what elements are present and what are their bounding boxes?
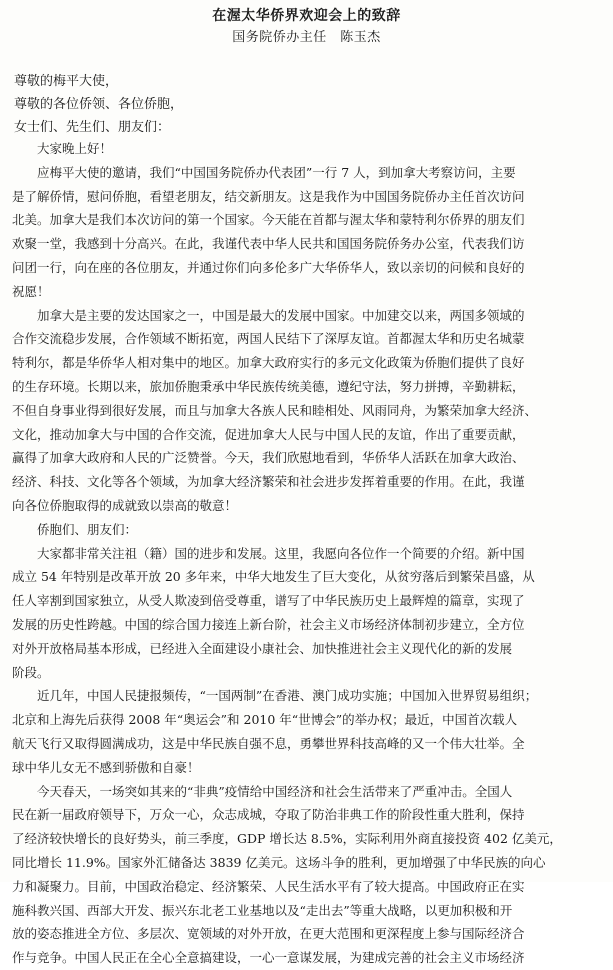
- paragraph-line: 文化，推动加拿大与中国的合作交流，促进加拿大人民与中国人民的友谊，作出了重要贡献，: [12, 426, 525, 442]
- paragraph-line: 近几年，中国人民捷报频传，“一国两制”在香港、澳门成功实施；中国加入世界贸易组织；: [37, 688, 538, 704]
- paragraph-line: 的生存环境。长期以来，旅加侨胞秉承中华民族传统美德，遵纪守法，努力拼搏，辛勤耕耘，: [12, 378, 525, 394]
- paragraph-line: 对外开放格局基本形成，已经进入全面建设小康社会、加快推进社会主义现代化的新的发展: [12, 640, 513, 656]
- paragraph: [12, 518, 602, 542]
- paragraph-line: 加拿大是主要的发达国家之一，中国是最大的发展中国家。中加建交以来，两国多领域的: [37, 307, 525, 323]
- paragraph-line: 了经济较快增长的良好势头，前三季度，GDP 增长达 8.5%，实际利用外商直接投资 402 亿美元，: [12, 831, 562, 847]
- salutation-line: 女士们、先生们、朋友们：: [14, 120, 171, 135]
- paragraph-line: 大家都非常关注祖（籍）国的进步和发展。这里，我愿向各位作一个简要的介绍。新中国: [37, 545, 525, 561]
- paragraph-line: 经济、科技、文化等各个领域，为加拿大经济繁荣和社会进步发挥着重要的作用。在此，我谨: [12, 474, 525, 490]
- paragraph-line: 任人宰割到国家独立，从受人欺凌到倍受尊重，谱写了中华民族历史上最辉煌的篇章，实现了: [12, 593, 525, 609]
- paragraph: [12, 780, 602, 970]
- paragraph-line: 问团一行，向在座的各位朋友，并通过你们向多伦多广大华侨华人，致以亲切的问候和良好的: [12, 259, 525, 275]
- paragraph-line: 阶段。: [12, 664, 50, 680]
- paragraph: [12, 161, 602, 304]
- paragraph-line: 放的姿态推进全方位、多层次、宽领域的对外开放，在更大范围和更深程度上参与国际经济合: [12, 926, 525, 942]
- paragraph-line: 特利尔，都是华侨华人相对集中的地区。加拿大政府实行的多元文化政策为侨胞们提供了良好: [12, 355, 525, 371]
- paragraph-line: 力和凝聚力。目前，中国政治稳定、经济繁荣、人民生活水平有了较大提高。中国政府正在实: [12, 878, 525, 894]
- paragraph-line: 民在新一届政府领导下，万众一心，众志成城，夺取了防治非典工作的阶段性重大胜利，保持: [12, 807, 525, 823]
- paragraph-line: 北美。加拿大是我们本次访问的第一个国家。今天能在首都与渥太华和蒙特利尔侨界的朋友们: [12, 212, 525, 228]
- salutation-block: [14, 70, 594, 139]
- speech-body: [12, 137, 602, 970]
- paragraph: [12, 684, 602, 779]
- salutation-line: 尊敬的梅平大使，: [14, 74, 119, 89]
- salutation-line: 尊敬的各位侨领、各位侨胞，: [14, 97, 184, 112]
- document-subtitle: 国务院侨办主任 陈玉杰: [232, 30, 381, 45]
- paragraph-line: 向各位侨胞取得的成就致以崇高的敬意！: [12, 497, 238, 513]
- paragraph-line: 祝愿！: [12, 283, 50, 299]
- document-title: 在渥太华侨界欢迎会上的致辞: [212, 8, 401, 24]
- paragraph-line: 合作交流稳步发展，合作领域不断拓宽，两国人民结下了深厚友谊。首都渥太华和历史名城蒙: [12, 331, 525, 347]
- paragraph-line: 赢得了加拿大政府和人民的广泛赞誉。今天，我们欣慰地看到，华侨华人活跃在加拿大政治、: [12, 450, 525, 466]
- paragraph-line: 侨胞们、朋友们：: [37, 521, 138, 537]
- paragraph-line: 是了解侨情，慰问侨胞，看望老朋友，结交新朋友。这是我作为中国国务院侨办主任首次访问: [12, 188, 525, 204]
- paragraph: [12, 137, 602, 161]
- paragraph-line: 欢聚一堂，我感到十分高兴。在此，我谨代表中华人民共和国国务院侨务办公室，代表我们访: [12, 236, 525, 252]
- paragraph: [12, 304, 602, 518]
- paragraph: [12, 542, 602, 685]
- paragraph-line: 应梅平大使的邀请，我们“中国国务院侨办代表团”一行 7 人，到加拿大考察访问，主要: [37, 164, 516, 180]
- paragraph-line: 北京和上海先后获得 2008 年“奥运会”和 2010 年“世博会”的举办权；最近，中国首次载人: [12, 712, 518, 728]
- paragraph-line: 球中华儿女无不感到骄傲和自豪！: [12, 759, 200, 775]
- paragraph-line: 航天飞行又取得圆满成功，这是中华民族自强不息，勇攀世界科技高峰的又一个伟大壮举。全: [12, 735, 525, 751]
- paragraph-line: 今天春天，一场突如其来的“非典”疫情给中国经济和社会生活带来了严重冲击。全国人: [37, 783, 513, 799]
- paragraph-line: 同比增长 11.9%。国家外汇储备达 3839 亿美元。这场斗争的胜利，更加增强了中华民族的向心: [12, 854, 546, 870]
- paragraph-line: 施科教兴国、西部大开发、振兴东北老工业基地以及“走出去”等重大战略，以更加积极和开: [12, 902, 513, 918]
- paragraph-line: 大家晚上好！: [37, 141, 113, 156]
- paragraph-line: 成立 54 年特别是改革开放 20 多年来，中华大地发生了巨大变化，从贫穷落后到繁荣昌盛，从: [12, 569, 535, 585]
- paragraph-line: 作与竞争。中国人民正在全心全意搞建设，一心一意谋发展，为建成完善的社会主义市场经济: [12, 950, 525, 966]
- paragraph-line: 发展的历史性跨越。中国的综合国力接连上新台阶，社会主义市场经济体制初步建立，全方位: [12, 616, 525, 632]
- paragraph-line: 不但自身事业得到很好发展，而且与加拿大各族人民和睦相处、风雨同舟，为繁荣加拿大经济、: [12, 402, 538, 418]
